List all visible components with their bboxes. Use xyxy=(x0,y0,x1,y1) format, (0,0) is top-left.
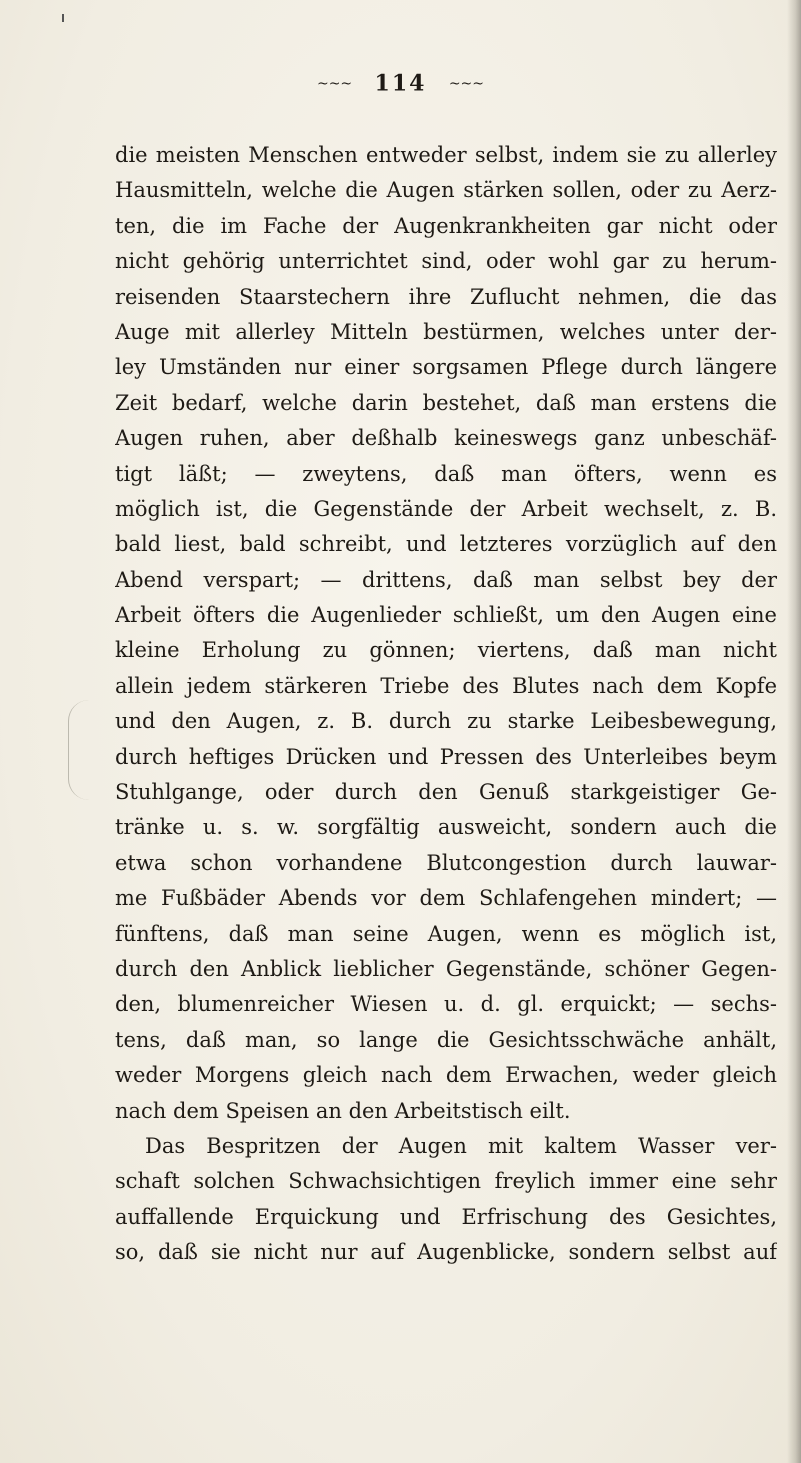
header-ornament-right: ~~~ xyxy=(448,75,485,92)
text-line: möglich ist, die Gegenstände der Arbeit wechselt, z. B. xyxy=(115,496,777,521)
pencil-mark xyxy=(68,700,89,800)
page-number: 114 xyxy=(374,70,427,97)
header-ornament-left: ~~~ xyxy=(316,75,353,92)
page-edge-shadow xyxy=(787,0,801,1463)
text-line: me Fußbäder Abends vor dem Schlafengehen mindert; — xyxy=(115,886,777,911)
text-line: Abend verspart; — drittens, daß man selbst bey der xyxy=(115,567,777,592)
text-line: schaft solchen Schwachsichtigen freylich immer eine sehr xyxy=(115,1169,777,1194)
text-line: die meisten Menschen entweder selbst, indem sie zu allerley xyxy=(115,143,777,167)
text-line: Arbeit öfters die Augenlieder schließt, um den Augen eine xyxy=(115,603,777,628)
text-line: tens, daß man, so lange die Gesichtsschwäche anhält, xyxy=(115,1027,777,1052)
text-line: nicht gehörig unterrichtet sind, oder wohl gar zu herum- xyxy=(115,249,777,274)
text-line: bald liest, bald schreibt, und letzteres vorzüglich auf den xyxy=(115,532,777,557)
text-line: auffallende Erquickung und Erfrischung des Gesichtes, xyxy=(115,1204,777,1229)
text-line: Auge mit allerley Mitteln bestürmen, welches unter der- xyxy=(115,319,777,344)
text-line: ten, die im Fache der Augenkrankheiten gar nicht oder xyxy=(115,213,777,238)
text-line: Stuhlgange, oder durch den Genuß starkgeistiger Ge- xyxy=(115,780,777,805)
text-line: allein jedem stärkeren Triebe des Blutes nach dem Kopfe xyxy=(115,673,777,698)
text-line: Augen ruhen, aber deßhalb keineswegs ganz unbeschäf- xyxy=(115,426,777,451)
text-line: Hausmitteln, welche die Augen stärken sollen, oder zu Aerz- xyxy=(115,178,777,203)
text-line: und den Augen, z. B. durch zu starke Leibesbewegung, xyxy=(115,709,777,734)
text-line: durch heftiges Drücken und Pressen des Unterleibes beym xyxy=(115,744,777,769)
text-line: reisenden Staarstechern ihre Zuflucht nehmen, die das xyxy=(115,284,777,309)
text-line: tränke u. s. w. sorgfältig ausweicht, sondern auch die xyxy=(115,815,777,840)
text-line: nach dem Speisen an den Arbeitstisch eilt. xyxy=(115,1098,571,1123)
text-line: kleine Erholung zu gönnen; viertens, daß man nicht xyxy=(115,638,777,663)
text-line: Zeit bedarf, welche darin bestehet, daß man erstens die xyxy=(115,390,777,415)
text-line: ley Umständen nur einer sorgsamen Pflege durch längere xyxy=(115,355,777,380)
text-line: fünftens, daß man seine Augen, wenn es möglich ist, xyxy=(115,921,777,946)
body-text xyxy=(115,138,777,1271)
text-line: tigt läßt; — zweytens, daß man öfters, wenn es xyxy=(115,461,777,486)
paragraph-start-line: Das Bespritzen der Augen mit kaltem Wasser ver- xyxy=(145,1133,777,1158)
text-line: so, daß sie nicht nur auf Augenblicke, sondern selbst auf xyxy=(115,1240,777,1265)
text-line: weder Morgens gleich nach dem Erwachen, weder gleich xyxy=(115,1063,777,1088)
page-header xyxy=(0,70,801,97)
text-line: etwa schon vorhandene Blutcongestion durch lauwar- xyxy=(115,850,777,875)
margin-mark xyxy=(62,14,64,22)
text-line: den, blumenreicher Wiesen u. d. gl. erquickt; — sechs- xyxy=(115,992,777,1017)
text-line: durch den Anblick lieblicher Gegenstände, schöner Gegen- xyxy=(115,956,777,981)
